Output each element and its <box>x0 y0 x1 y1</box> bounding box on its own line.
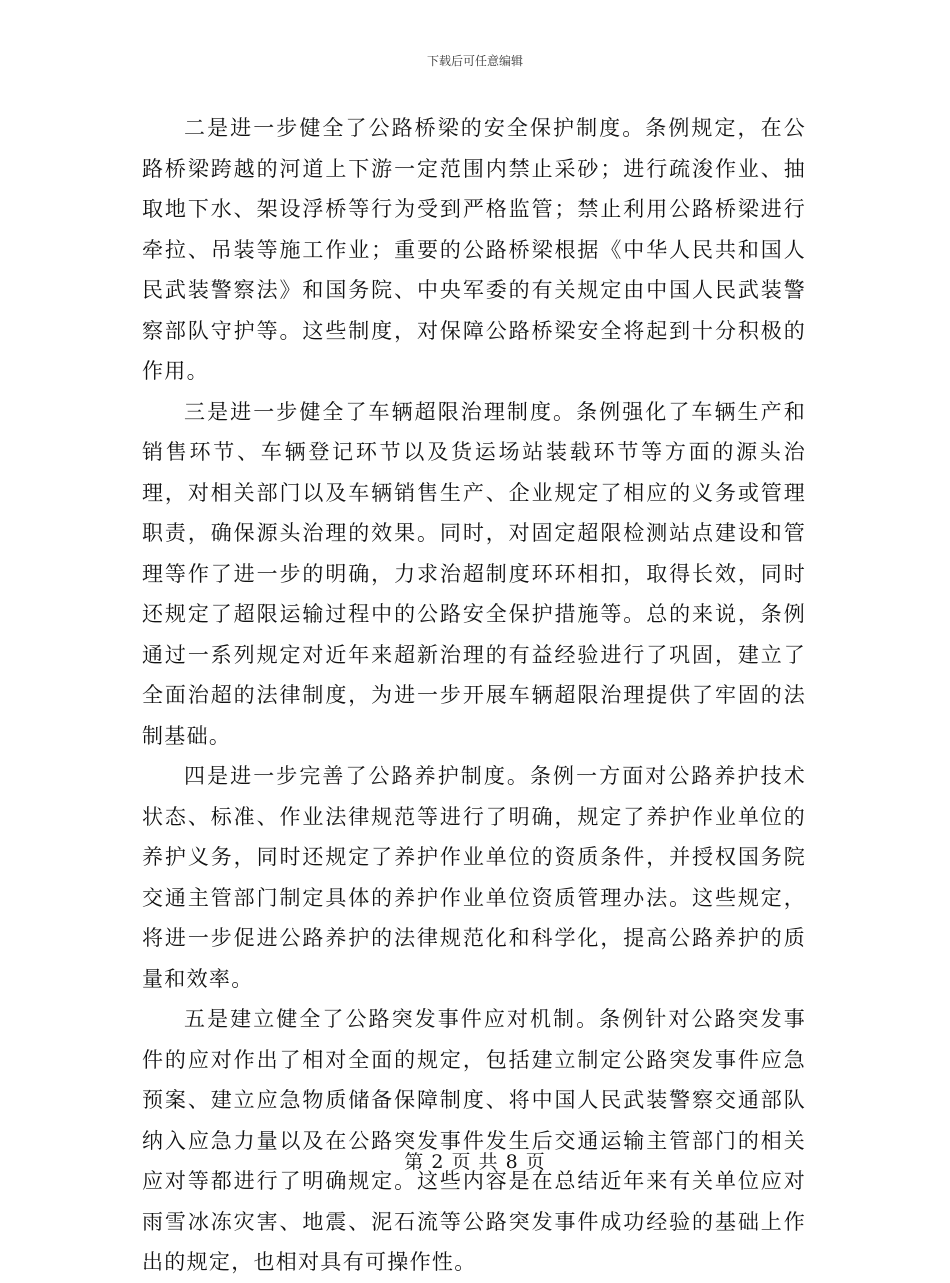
paragraph-bridge-protection: 二是进一步健全了公路桥梁的安全保护制度。条例规定，在公路桥梁跨越的河道上下游一定范围内禁止采砂；进行疏浚作业、抽取地下水、架设浮桥等行为受到严格监管；禁止利用公路桥梁进行牵拉、吊装等施工作业；重要的公路桥梁根据《中华人民共和国人民武装警察法》和国务院、中央军委的有关规定由中国人民武装警察部队守护等。这些制度，对保障公路桥梁安全将起到十分积极的作用。 <box>142 116 806 383</box>
header-note: 下载后可任意编辑 <box>426 54 523 68</box>
footer-page-word: 页 <box>451 1151 472 1173</box>
footer-prefix: 第 <box>404 1151 425 1173</box>
paragraph-road-maintenance: 四是进一步完善了公路养护制度。条例一方面对公路养护技术状态、标准、作业法律规范等进行了明确，规定了养护作业单位的养护义务，同时还规定了养护作业单位的资质条件，并授权国务院交通主管部门制定具体的养护作业单位资质管理办法。这些规定，将进一步促进公路养护的法律规范化和科学化，提高公路养护的质量和效率。 <box>142 764 806 991</box>
paragraph-emergency-response: 五是建立健全了公路突发事件应对机制。条例针对公路突发事件的应对作出了相对全面的规定，包括建立制定公路突发事件应急预案、建立应急物质储备保障制度、将中国人民武装警察交通部队纳入应急力量以及在公路突发事件发生后交通运输主管部门的相关应对等都进行了明确规定。这些内容是在总结近年来有关单位应对雨雪冰冻灾害、地震、泥石流等公路突发事件成功经验的基础上作出的规定，也相对具有可操作性。 <box>142 1007 806 1274</box>
document-body <box>142 108 806 1283</box>
page-number-footer <box>0 1147 950 1174</box>
total-pages-number: 8 <box>505 1151 519 1173</box>
paragraph-overload-control: 三是进一步健全了车辆超限治理制度。条例强化了车辆生产和销售环节、车辆登记环节以及货运场站装载环节等方面的源头治理，对相关部门以及车辆销售生产、企业规定了相应的义务或管理职责，确保源头治理的效果。同时，对固定超限检测站点建设和管理等作了进一步的明确，力求治超制度环环相扣，取得长效，同时还规定了超限运输过程中的公路安全保护措施等。总的来说，条例通过一系列规定对近年来超新治理的有益经验进行了巩固，建立了全面治超的法律制度，为进一步开展车辆超限治理提供了牢固的法制基础。 <box>142 399 806 748</box>
current-page-number: 2 <box>431 1151 445 1173</box>
footer-suffix: 页 <box>525 1151 546 1173</box>
footer-total-word: 共 <box>478 1151 499 1173</box>
